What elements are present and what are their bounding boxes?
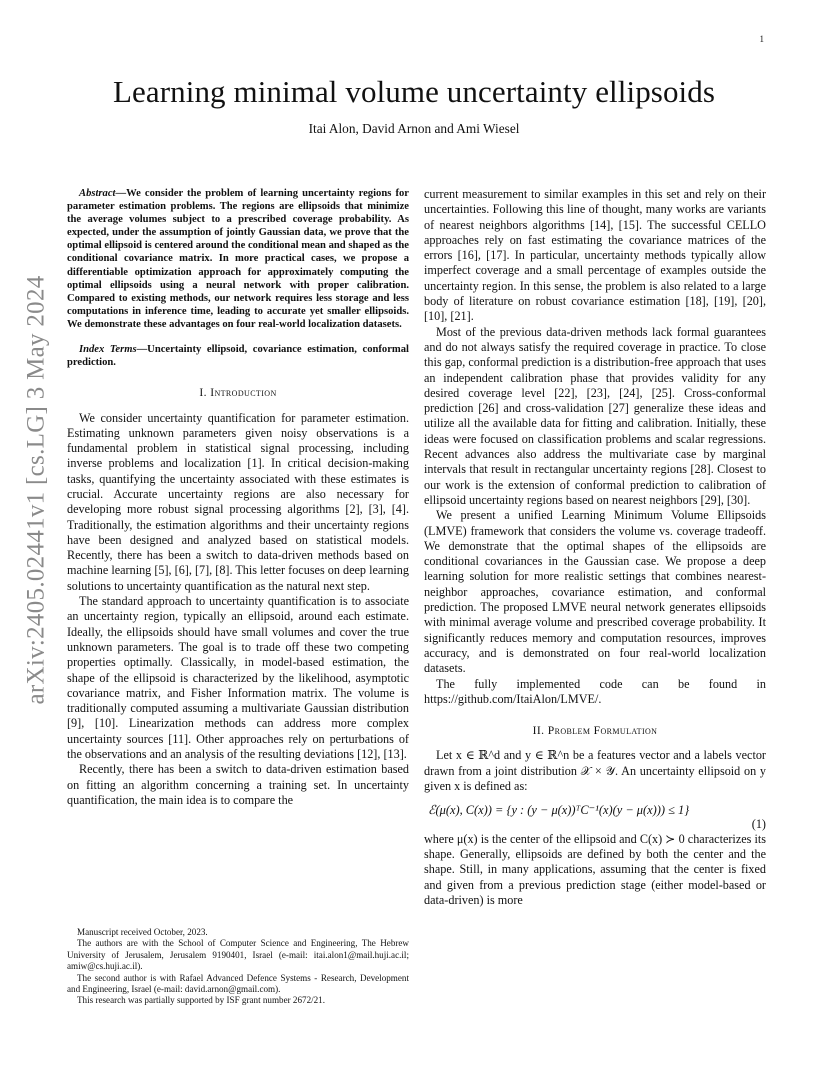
- abstract-label: Abstract: [79, 188, 116, 199]
- footnote-manuscript: Manuscript received October, 2023.: [77, 927, 208, 937]
- right-column: [424, 187, 766, 908]
- index-terms-text: —Uncertainty ellipsoid, covariance estimation, conformal prediction.: [67, 344, 409, 369]
- right-paragraph-1: current measurement to similar examples in this set and rely on their uncertainties. Following this line of thought, many works are variants of nearest neighbors algorithms [14], [15]. The successful CELLO approaches rely on fast estimating the covariance matrices of the errors [16], [17]. In particular, uncertainty methods typically allow imperfect coverage and a small percentage of examples outside the uncertainty region. In this sense, the problem is also related to a large body of literature on robust covariance estimation [18], [19], [20], [10], [21].: [424, 187, 766, 324]
- footnote-affiliation: The authors are with the School of Computer Science and Engineering, The Hebrew University of Jerusalem, Jerusalem 9190401, Israel (e-mail: itai.alon1@mail.huji.ac.il; amiw@cs.huji.ac.il).: [67, 938, 409, 972]
- right-paragraph-4: The fully implemented code can be found in https://github.com/ItaiAlon/LMVE/.: [424, 676, 766, 706]
- index-terms: [67, 343, 409, 369]
- paper-title: Learning minimal volume uncertainty ellipsoids: [112, 74, 716, 109]
- footnote-funding: This research was partially supported by ISF grant number 2672/21.: [77, 995, 326, 1006]
- footnotes: [67, 927, 409, 1007]
- abstract: [67, 187, 409, 331]
- intro-paragraph-2: The standard approach to uncertainty quantification is to associate an uncertainty region, typically an ellipsoid, around each estimate. Ideally, the ellipsoids should have small volumes and cover the true unknown parameters. The goal is to trade off these two competing properties optimally. Classically, in model-based estimation, the shape of the ellipsoid is characterized by the likelihood, asymptotic covariance matrix, and Fisher Information matrix. The volume is traditionally computed assuming a multivariate Gaussian distribution [9], [10]. Linearization methods can address more complex uncertainty sources [11]. Other approaches rely on perturbations of the observations and an analysis of the resulting deviations [12], [13].: [67, 594, 409, 762]
- section-heading-introduction: I. Introduction: [199, 386, 277, 400]
- equation-1-number-row: [424, 817, 766, 832]
- equation-1-formula: ℰ(μ(x), C(x)) = {y : (y − μ(x))ᵀC⁻¹(x)(y − μ(x))) ≤ 1}: [428, 803, 690, 818]
- page-number: 1: [759, 34, 764, 44]
- left-column: [67, 187, 409, 808]
- problem-paragraph-2: where μ(x) is the center of the ellipsoid and C(x) ≻ 0 characterizes its shape. Generally, ellipsoids are defined by both the center and the shape. Still, in many applications, assuming that the center is fixed and given from a previous prediction stage (either model-based or data-driven) is more: [424, 831, 766, 908]
- arxiv-identifier: [22, 255, 52, 725]
- arxiv-identifier-text: arXiv:2405.02441v1 [cs.LG] 3 May 2024: [23, 275, 50, 705]
- right-paragraph-3: We present a unified Learning Minimum Volume Ellipsoids (LMVE) framework that considers the volume vs. coverage tradeoff. We demonstrate that the optimal shapes of the ellipsoids are conditional covariances in the Gaussian case. We propose a deep learning solution for more realistic settings that combines nearest-neighbor approaches, covariance estimation, and conformal prediction. The proposed LMVE neural network generates ellipsoids with minimal average volume and prescribed coverage probability. It significantly reduces memory and computation resources, improves accuracy, and is demonstrated on four real-world localization datasets.: [424, 508, 766, 676]
- intro-paragraph-3: Recently, there has been a switch to data-driven estimation based on fitting an algorithm concerning a training set. In uncertainty quantification, the main idea is to compare the: [67, 762, 409, 807]
- index-terms-label: Index Terms: [79, 344, 137, 356]
- footnote-second-author: The second author is with Rafael Advanced Defence Systems - Research, Development and Engineering, Israel (e-mail: david.arnon@gmail.com).: [67, 972, 409, 995]
- right-paragraph-2: Most of the previous data-driven methods lack formal guarantees and do not always satisfy the required coverage in practice. To close this gap, conformal prediction is a distribution-free approach that uses an independent calibration phase that provides validity for any desired coverage level [22], [23], [24], [25]. Cross-conformal prediction [26] and cross-validation [27] generalize these ideas and utilize all the available data for fitting and calibration. Initially, these ideas were focused on classification problems and scalar regressions. Recent advances also address the multivariate case by marginal intervals that result in rectangular uncertainty regions [28]. Closest to our work is the extension of conformal prediction to calibration of ellipsoid uncertainty regions based on nearest neighbors [29], [30].: [424, 324, 766, 507]
- intro-paragraph-1: We consider uncertainty quantification for parameter estimation. Estimating unknown parameters given noisy observations is a fundamental problem in statistical signal processing, including inverse problems and localization [1]. In critical decision-making tasks, quantifying the uncertainty associated with these estimates is crucial. Accurate uncertainty regions are also necessary for developing more robust signal processing algorithms [2], [3], [4]. Traditionally, the estimation algorithms and their uncertainty regions have been designed and analyzed based on statistical models. Recently, there has been a switch to data-driven methods based on machine learning [5], [6], [7], [8]. This letter focuses on deep learning solutions to uncertainty quantification as the natural next step.: [67, 410, 409, 593]
- equation-1-number: (1): [751, 816, 766, 831]
- problem-paragraph-1: Let x ∈ ℝ^d and y ∈ ℝ^n be a features vector and a labels vector drawn from a joint distribution 𝒳 × 𝒴. An uncertainty ellipsoid on y given x is defined as:: [424, 748, 766, 793]
- abstract-text: —We consider the problem of learning uncertainty regions for parameter estimation problems. The regions are ellipsoids that minimize the average volumes subject to a prescribed coverage probability. As expected, under the assumption of jointly Gaussian data, we prove that the optimal ellipsoid is centered around the conditional mean and shaped as the conditional covariance matrix. In more practical cases, we propose a differentiable optimization approach for approximately computing the optimal ellipsoids using a neural network with proper calibration. Compared to existing methods, our network requires less storage and less computations in inference time, leading to accurate yet smaller ellipsoids. We demonstrate these advantages on four real-world localization datasets.: [67, 188, 409, 330]
- section-heading-problem-formulation: II. Problem Formulation: [532, 724, 658, 738]
- paper-authors: Itai Alon, David Arnon and Ami Wiesel: [308, 121, 520, 136]
